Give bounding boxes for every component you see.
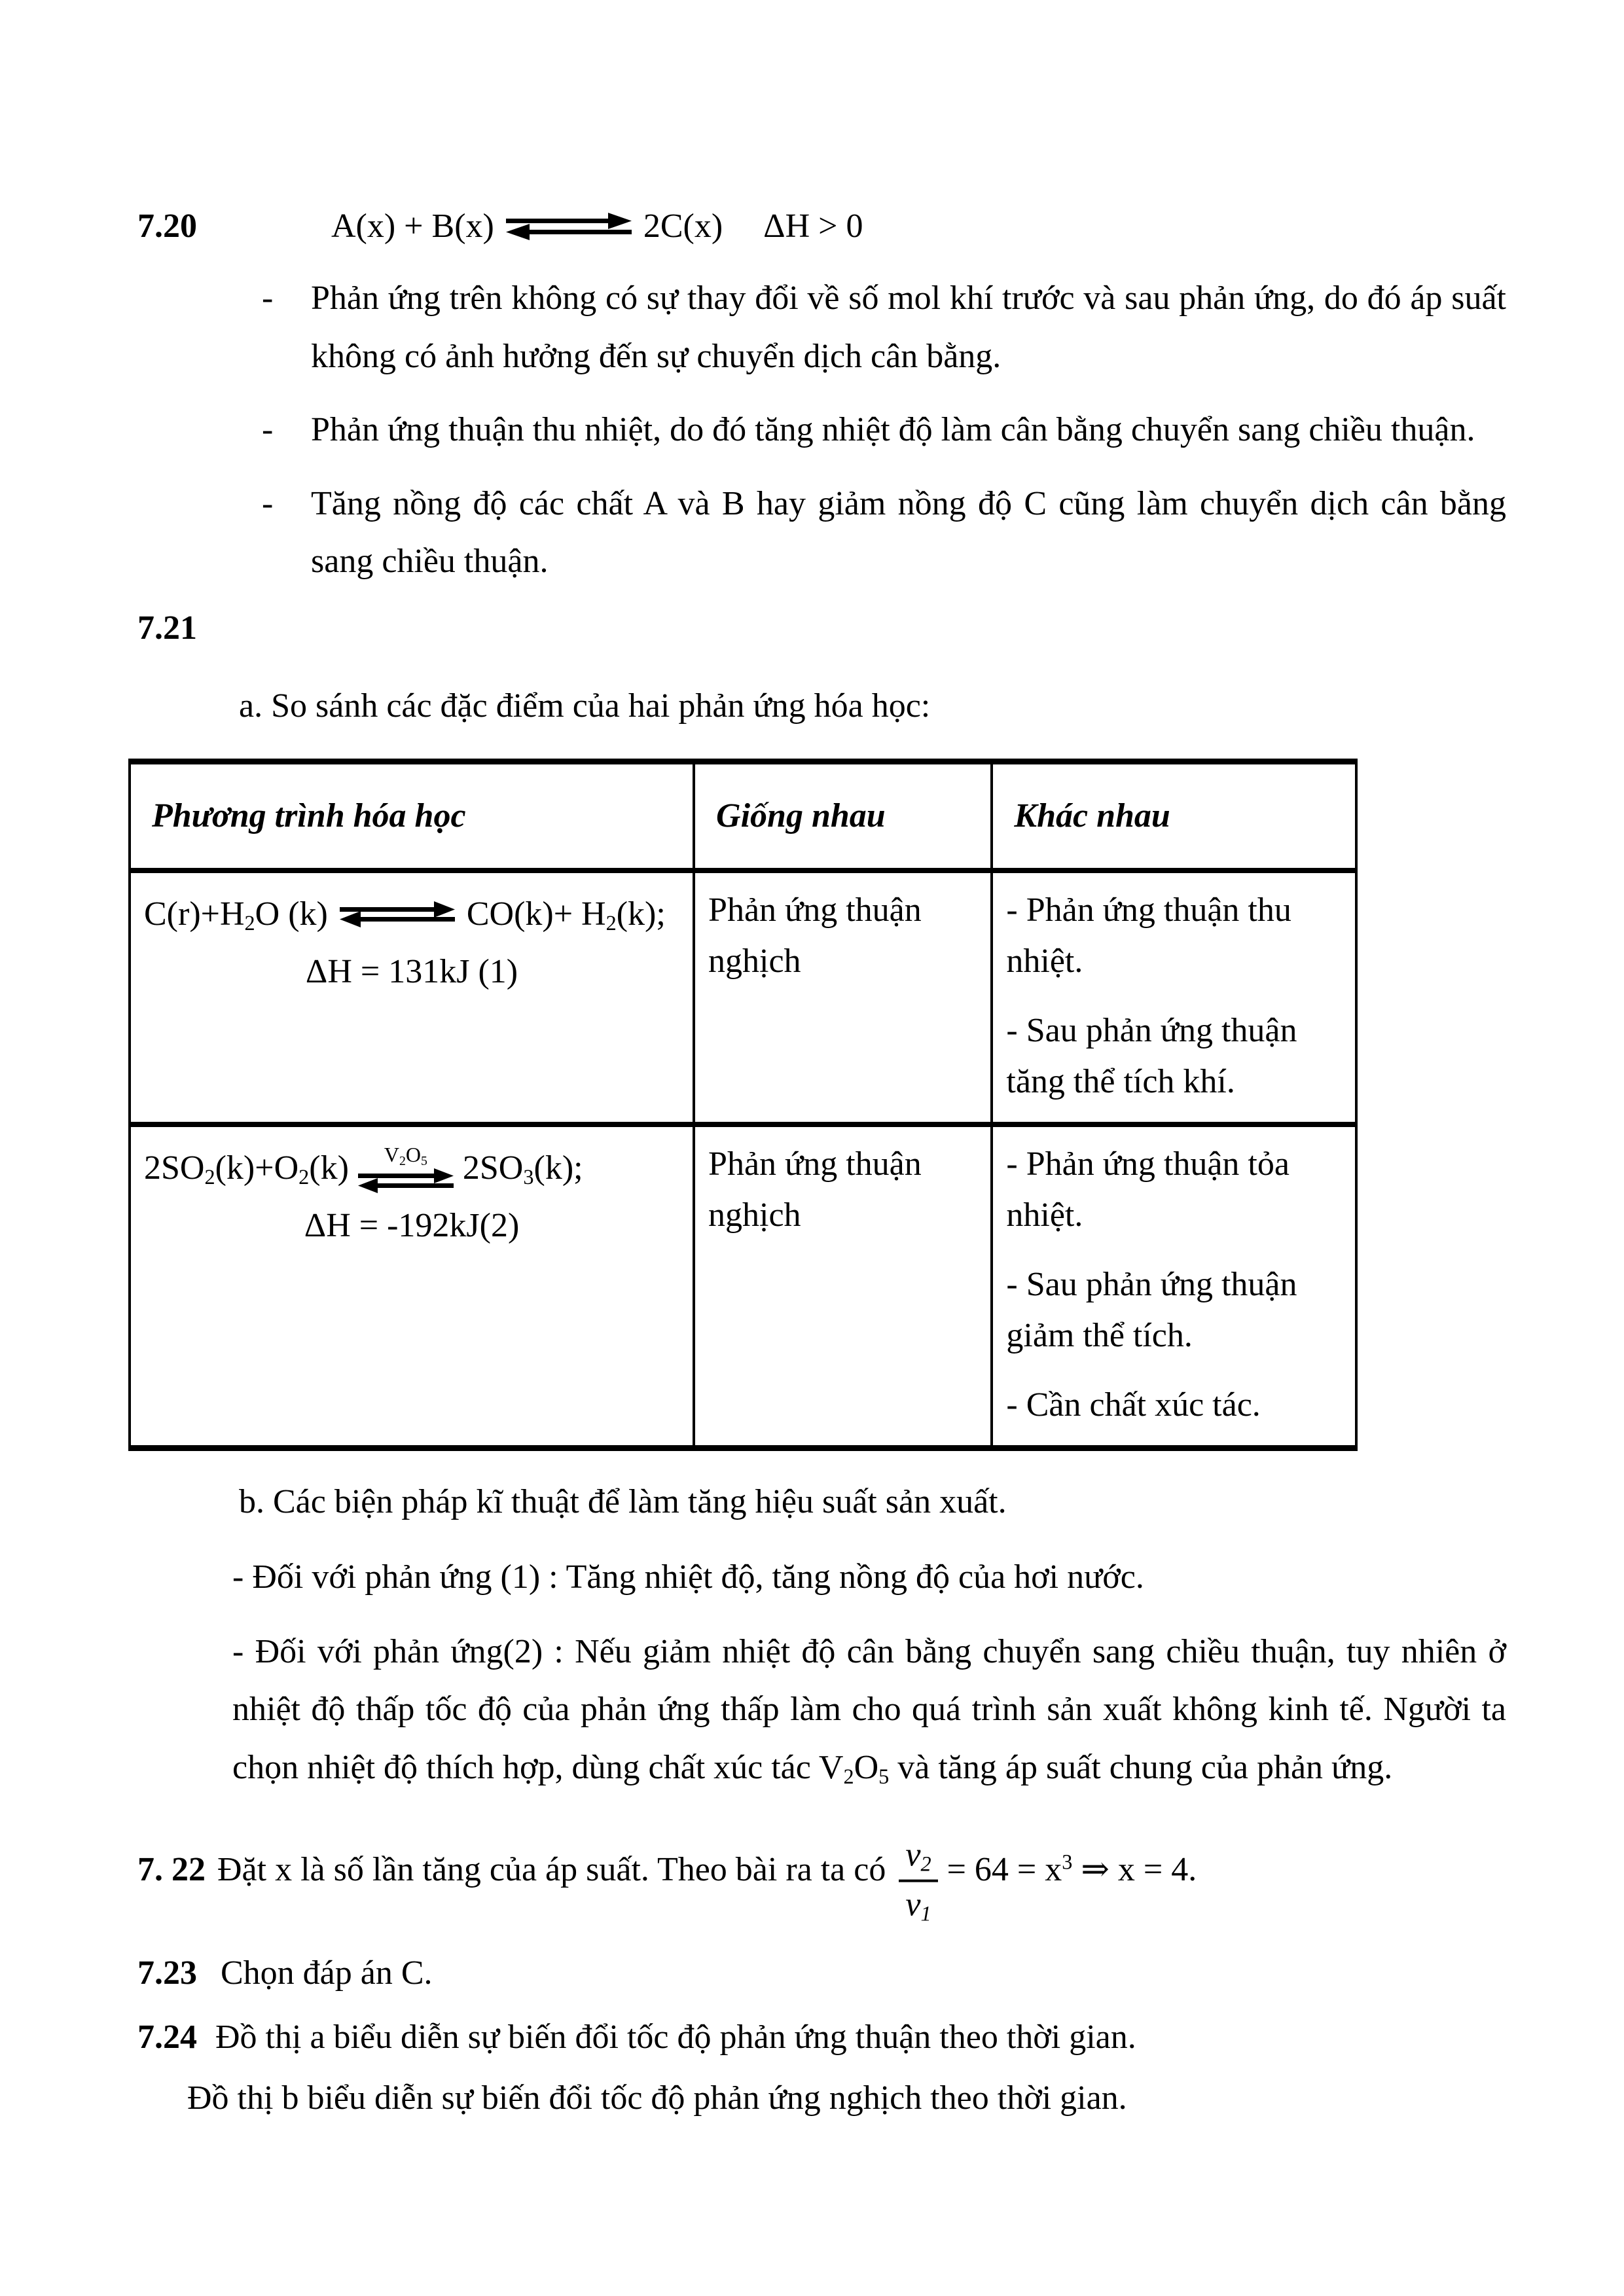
column-header-equation: Phương trình hóa học (130, 762, 694, 871)
problem-7-20-heading (137, 198, 1506, 255)
list-item (262, 401, 1506, 459)
problem-7-20-bullets (137, 270, 1506, 590)
cell-equation (130, 870, 694, 1124)
difference-item: - Sau phản ứng thuận tăng thể tích khí. (1006, 1012, 1297, 1101)
bullet-dash: - (262, 484, 274, 522)
bullet-text: Tăng nồng độ các chất A và B hay giảm nồng độ C cũng làm chuyển dịch cân bằng sang chiều thuận. (311, 484, 1506, 580)
equation-right-side: $CO(k)+ H_2(k)$; (466, 895, 666, 935)
part-b-item: - Đối với phản ứng (1) : Tăng nhiệt độ, tăng nồng độ của hơi nước. (232, 1558, 1144, 1596)
equation-right-side: 2C(x) (643, 207, 723, 245)
cell-equation (130, 1124, 694, 1448)
problem-number: 7.20 (137, 207, 197, 245)
equation-condition: ΔH > 0 (763, 207, 863, 245)
problem-number: 7.23 (137, 1954, 197, 1992)
enthalpy-value: ΔH = 131kJ (1) (305, 953, 518, 991)
bullet-text: Phản ứng thuận thu nhiệt, do đó tăng nhiệt độ làm cân bằng chuyển sang chiều thuận. (311, 411, 1475, 449)
bullet-dash: - (262, 411, 274, 449)
equation-left-side: A(x) + B(x) (331, 207, 494, 245)
comparison-table (128, 759, 1358, 1451)
equilibrium-arrow-icon (505, 212, 633, 241)
problem-number: 7.24 (137, 2018, 197, 2056)
list-item (262, 270, 1506, 386)
answer-text: Chọn đáp án C. (221, 1954, 433, 1992)
problem-7-24 (137, 2009, 1506, 2066)
problem-7-21-number: 7.21 (137, 609, 197, 647)
difference-item: - Phản ứng thuận thu nhiệt. (1006, 891, 1291, 980)
fraction-denominator: $v_1$ (905, 1886, 931, 1926)
equation-left-side: $C(r)+H_2O$ (k) (144, 895, 328, 935)
difference-item: - Phản ứng thuận tỏa nhiệt. (1006, 1145, 1290, 1234)
cell-differences (992, 1124, 1356, 1448)
bullet-text: Phản ứng trên không có sự thay đổi về số mol khí trước và sau phản ứng, do đó áp suất không có ảnh hưởng đến sự chuyển dịch cân bằng. (311, 279, 1506, 375)
fraction-numerator: $v_2$ (899, 1837, 937, 1882)
bullet-dash: - (262, 279, 274, 317)
chemical-equation (144, 889, 679, 940)
cell-differences (992, 870, 1356, 1124)
enthalpy-value: ΔH = -192kJ(2) (304, 1207, 520, 1245)
answer-line-b: Đồ thị b biểu diễn sự biến đổi tốc độ phản ứng nghịch theo thời gian. (187, 2079, 1127, 2117)
solution-result: = $64 = x^3$ ⇒ x = 4. (947, 1850, 1197, 1888)
column-header-differences: Khác nhau (992, 762, 1356, 871)
similarity-text: Phản ứng thuận nghịch (708, 1145, 922, 1234)
problem-7-23 (137, 1945, 1506, 2002)
velocity-ratio-fraction (899, 1837, 937, 1926)
similarity-text: Phản ứng thuận nghịch (708, 891, 922, 980)
difference-item: - Sau phản ứng thuận giảm thể tích. (1006, 1266, 1297, 1355)
problem-number: 7. 22 (137, 1850, 206, 1888)
part-a-intro: a. So sánh các đặc điểm của hai phản ứng hóa học: (239, 687, 931, 725)
table-row (130, 870, 1356, 1124)
part-b-item: - Đối với phản ứng(2) : Nếu giảm nhiệt độ cân bằng chuyển sang chiều thuận, tuy nhiên ở nhiệt độ thấp tốc độ của phản ứng thấp làm cho quá trình sản xuất không kinh tế. Người ta chọn nhiệt độ thích hợp, dùng chất xúc tác $V_2O_5$ và tăng áp suất chung của phản ứng. (232, 1632, 1506, 1788)
table-header-row (130, 762, 1356, 871)
chemical-equation (144, 1143, 679, 1194)
solution-text: Đặt x là số lần tăng của áp suất. Theo bài ra ta có (217, 1850, 886, 1888)
problem-7-22 (137, 1825, 1506, 1926)
cell-similarities (694, 1124, 992, 1448)
difference-item: - Cần chất xúc tác. (1006, 1386, 1261, 1424)
equation-left-side: $2SO_2(k)+O_2(k)$ (144, 1149, 349, 1189)
catalyzed-equilibrium-arrow (357, 1144, 455, 1193)
cell-similarities (694, 870, 992, 1124)
equilibrium-arrow-icon (338, 901, 456, 927)
part-b-intro: b. Các biện pháp kĩ thuật để làm tăng hiệu suất sản xuất. (239, 1483, 1007, 1521)
column-header-similarities: Giống nhau (694, 762, 992, 871)
list-item (262, 475, 1506, 591)
answer-line-a: Đồ thị a biểu diễn sự biến đổi tốc độ phản ứng thuận theo thời gian. (215, 2018, 1136, 2056)
equilibrium-arrow-icon (357, 1168, 455, 1193)
catalyst-label: $V_2O_5$ (384, 1142, 427, 1168)
equilibrium-equation (331, 198, 863, 255)
equation-right-side: $2SO_3(k)$; (462, 1149, 583, 1189)
table-row (130, 1124, 1356, 1448)
